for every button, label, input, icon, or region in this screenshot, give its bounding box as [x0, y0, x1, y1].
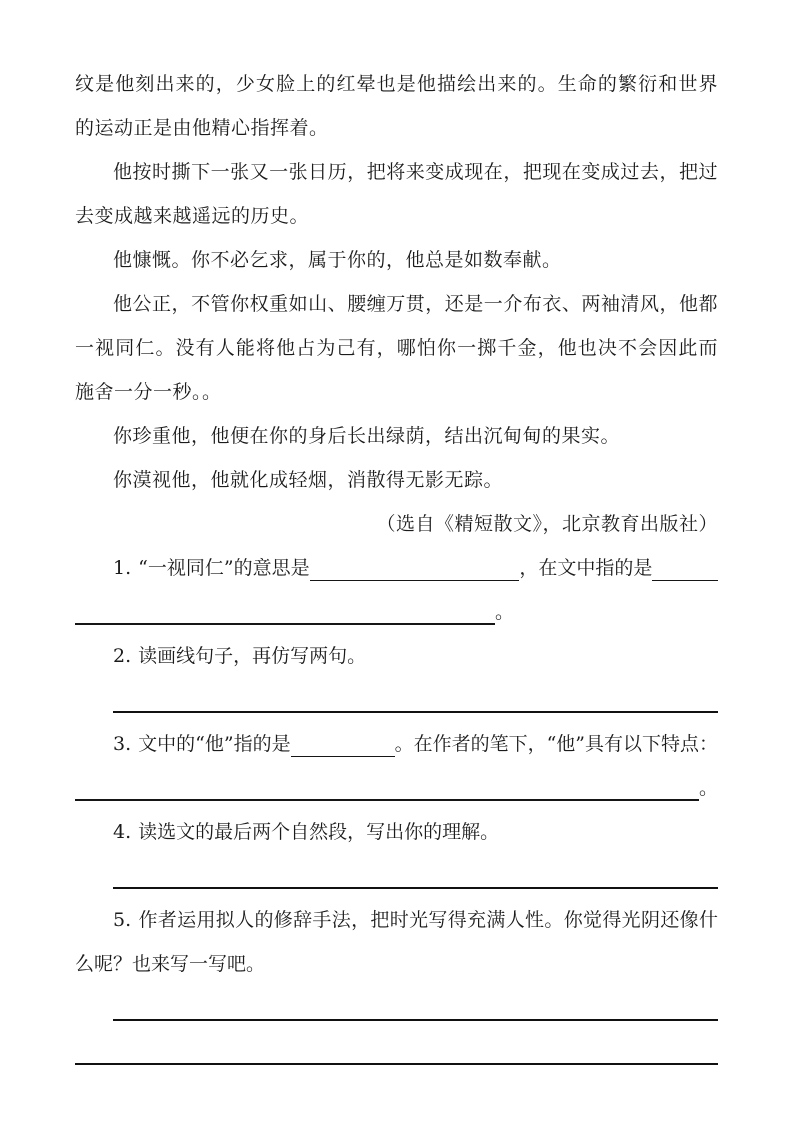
question-2-answer-line	[75, 678, 718, 722]
answer-blank	[75, 799, 699, 801]
question-4	[75, 810, 718, 854]
question-3-number: 3.	[113, 733, 132, 755]
answer-blank	[291, 756, 395, 757]
question-3-text-a: 文中的“他”指的是	[138, 733, 291, 755]
question-4-text: 读选文的最后两个自然段，写出你的理解。	[138, 821, 500, 843]
question-2-number: 2.	[113, 645, 132, 667]
question-3	[75, 722, 718, 766]
question-5	[75, 898, 718, 986]
passage-paragraph: 纹是他刻出来的，少女脸上的红晕也是他描绘出来的。生命的繁衍和世界的运动正是由他精心指挥着。	[75, 73, 718, 139]
question-3-text-b: 。在作者的笔下，“他”具有以下特点：	[394, 733, 718, 755]
passage-paragraph: 你漠视他，他就化成轻烟，消散得无影无踪。	[113, 469, 504, 491]
question-1-text-b: ，在文中指的是	[519, 557, 653, 579]
passage-paragraph: 他慷慨。你不必乞求，属于你的，他总是如数奉献。	[113, 249, 562, 271]
answer-blank	[652, 580, 718, 581]
question-4-number: 4.	[113, 821, 132, 843]
question-5-answer-line-1	[75, 986, 718, 1030]
question-2-text: 读画线句子，再仿写两句。	[138, 645, 367, 667]
question-5-answer-line-2	[75, 1030, 718, 1074]
passage-paragraph: 你珍重他，他便在你的身后长出绿荫，结出沉甸甸的果实。	[113, 425, 621, 447]
passage-paragraph: 他公正，不管你权重如山、腰缠万贯，还是一介布衣、两袖清风，他都一视同仁。没有人能将他占为己有，哪怕你一掷千金，他也决不会因此而施舍一分一秒。。	[75, 293, 718, 403]
question-1-answer-line	[75, 590, 718, 634]
question-5-number: 5.	[113, 909, 132, 931]
attribution: （选自《精短散文》，北京教育出版社）	[376, 513, 718, 535]
question-5-text: 作者运用拟人的修辞手法，把时光写得充满人性。你觉得光阴还像什么呢？也来写一写吧。	[75, 909, 718, 975]
question-1-number: 1.	[113, 557, 132, 579]
question-3-answer-line	[75, 766, 718, 810]
question-1-text-a: “一视同仁”的意思是	[138, 557, 310, 579]
answer-blank	[310, 580, 520, 581]
question-2	[75, 634, 718, 678]
passage-paragraph: 他按时撕下一张又一张日历，把将来变成现在，把现在变成过去，把过去变成越来越遥远的历史。	[75, 161, 718, 227]
period-mark: 。	[495, 601, 515, 623]
answer-blank	[75, 623, 495, 625]
question-4-answer-line	[75, 854, 718, 898]
question-1	[75, 546, 718, 590]
period-mark: 。	[698, 777, 718, 799]
